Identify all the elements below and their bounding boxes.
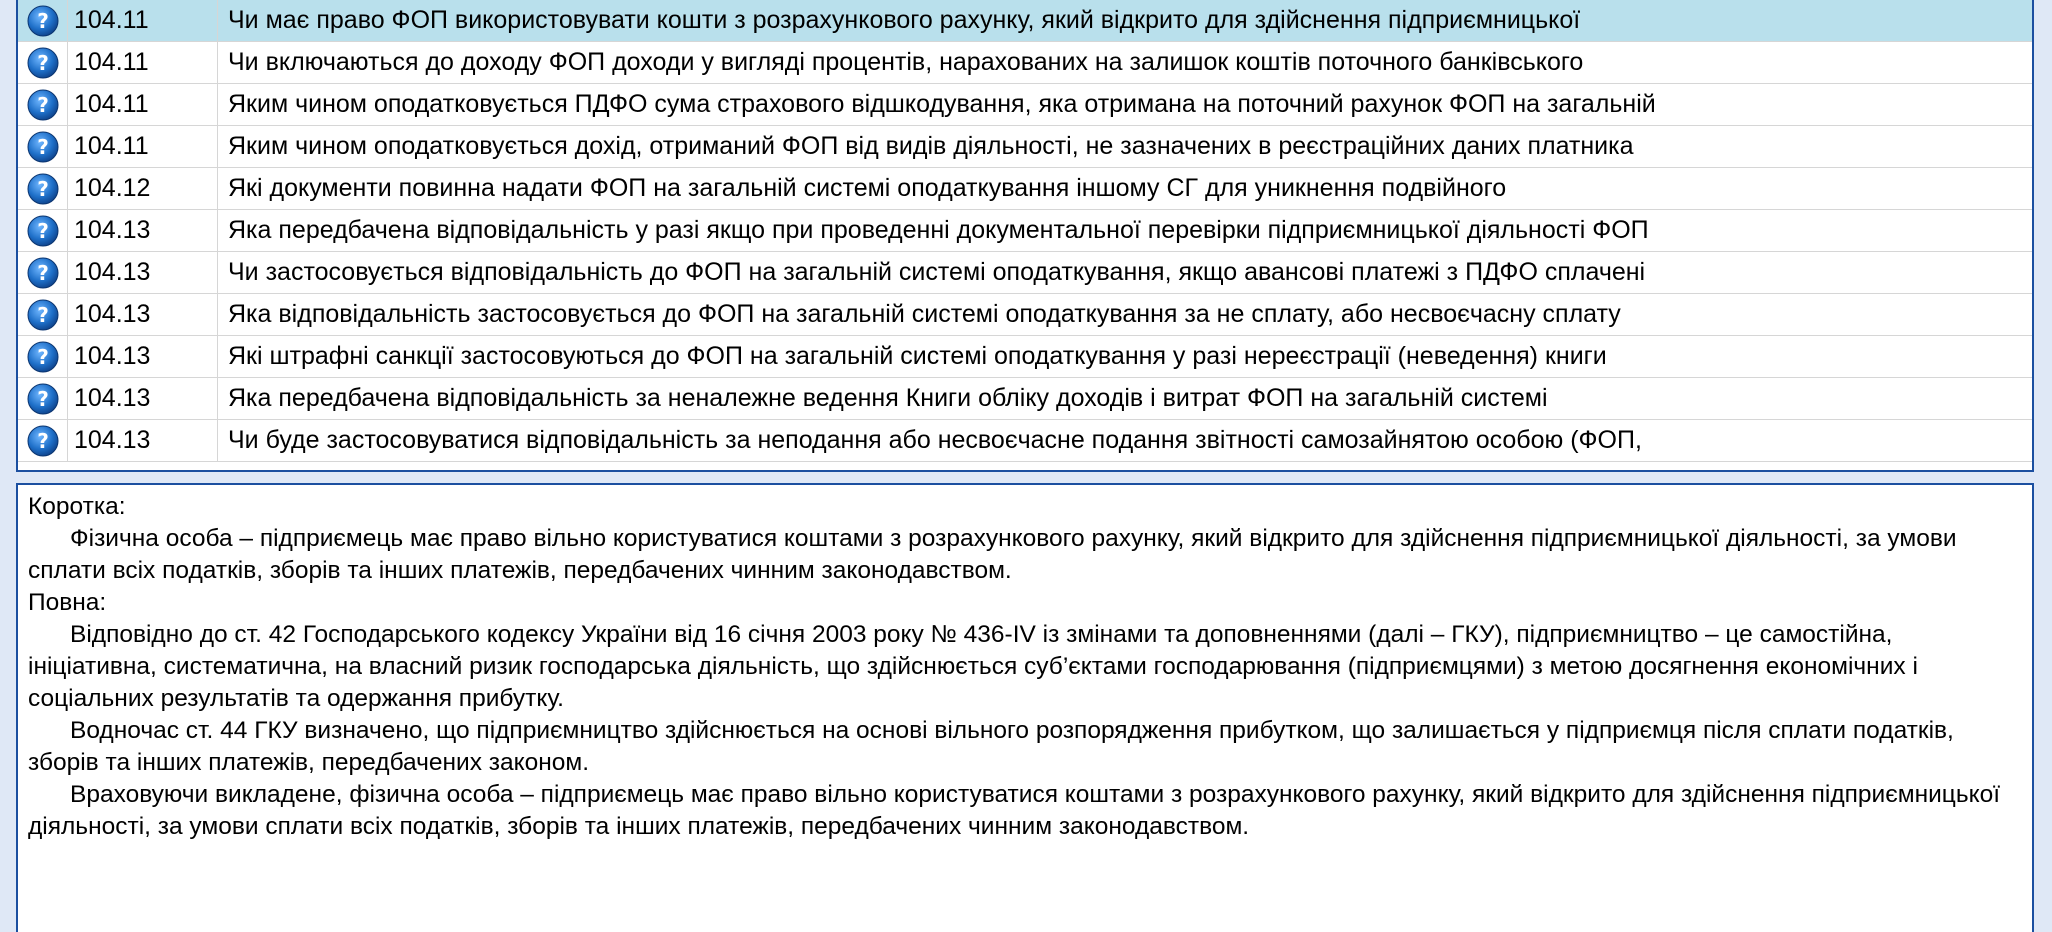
question-title: Яка передбачена відповідальність у разі якщо при проведенні документальної перевірки підприємницької діяльності ФОП bbox=[228, 216, 1649, 244]
question-code: 104.11 bbox=[68, 0, 218, 41]
question-code: 104.11 bbox=[68, 42, 218, 83]
question-list-rows bbox=[18, 0, 2032, 462]
question-list[interactable] bbox=[16, 0, 2034, 472]
question-code: 104.13 bbox=[68, 378, 218, 419]
full-answer-paragraph: Водночас ст. 44 ГКУ визначено, що підприємництво здійснюється на основі вільного розпорядження прибутком, що залишається у підприємця після сплати податків, зборів та інших платежів, передбачених законом. bbox=[28, 717, 1954, 776]
question-title: Які штрафні санкції застосовуються до ФОП на загальній системі оподаткування у разі нереєстрації (неведення) книги bbox=[228, 342, 1607, 370]
question-row[interactable] bbox=[18, 168, 2032, 210]
question-title: Які документи повинна надати ФОП на загальній системі оподаткування іншому СГ для уникнення подвійного bbox=[228, 174, 1507, 202]
svg-text:?: ? bbox=[36, 344, 49, 369]
answer-panel[interactable] bbox=[16, 483, 2034, 932]
question-title: Яким чином оподатковується дохід, отриманий ФОП від видів діяльності, не зазначених в реєстраційних даних платника bbox=[228, 132, 1634, 160]
question-title: Яка передбачена відповідальність за неналежне ведення Книги обліку доходів і витрат ФОП на загальній системі bbox=[228, 384, 1548, 412]
question-circle-icon bbox=[18, 126, 68, 167]
question-code: 104.13 bbox=[68, 336, 218, 377]
short-answer-text: Фізична особа – підприємець має право вільно користуватися коштами з розрахункового рахунку, який відкрито для здійснення підприємницької діяльності, за умови сплати всіх податків, зборів та інших платежів, передбачених чинним законодавством. bbox=[28, 525, 1957, 584]
question-title: Чи застосовується відповідальність до ФОП на загальній системі оподаткування, якщо авансові платежі з ПДФО сплачені bbox=[228, 258, 1646, 286]
question-title: Чи має право ФОП використовувати кошти з розрахункового рахунку, який відкрито для здійснення підприємницької bbox=[228, 6, 1581, 34]
question-code: 104.13 bbox=[68, 420, 218, 461]
question-circle-icon bbox=[18, 252, 68, 293]
question-row[interactable] bbox=[18, 210, 2032, 252]
question-row[interactable] bbox=[18, 420, 2032, 462]
question-row[interactable] bbox=[18, 42, 2032, 84]
question-code: 104.12 bbox=[68, 168, 218, 209]
question-circle-icon bbox=[18, 294, 68, 335]
svg-text:?: ? bbox=[36, 218, 49, 243]
question-circle-icon bbox=[18, 378, 68, 419]
svg-text:?: ? bbox=[36, 92, 49, 117]
question-code: 104.11 bbox=[68, 126, 218, 167]
question-row[interactable] bbox=[18, 378, 2032, 420]
short-answer-heading: Коротка: bbox=[28, 493, 126, 520]
question-row[interactable] bbox=[18, 294, 2032, 336]
question-title: Яка відповідальність застосовується до ФОП на загальній системі оподаткування за не сплату, або несвоєчасну сплату bbox=[228, 300, 1621, 328]
question-row[interactable] bbox=[18, 84, 2032, 126]
question-title: Чи буде застосовуватися відповідальність за неподання або несвоєчасне подання звітності самозайнятою особою (ФОП, bbox=[228, 426, 1642, 454]
question-circle-icon bbox=[18, 84, 68, 125]
question-code: 104.13 bbox=[68, 294, 218, 335]
full-answer-heading: Повна: bbox=[28, 589, 107, 616]
question-row[interactable] bbox=[18, 252, 2032, 294]
question-title: Яким чином оподатковується ПДФО сума страхового відшкодування, яка отримана на поточний рахунок ФОП на загальній bbox=[228, 90, 1656, 118]
question-circle-icon bbox=[18, 210, 68, 251]
question-circle-icon bbox=[18, 42, 68, 83]
question-row[interactable] bbox=[18, 126, 2032, 168]
question-circle-icon bbox=[18, 336, 68, 377]
question-code: 104.13 bbox=[68, 252, 218, 293]
svg-text:?: ? bbox=[36, 8, 49, 33]
svg-text:?: ? bbox=[36, 176, 49, 201]
question-row[interactable] bbox=[18, 0, 2032, 42]
svg-text:?: ? bbox=[36, 386, 49, 411]
full-answer-paragraph: Відповідно до ст. 42 Господарського кодексу України від 16 січня 2003 року № 436-IV із змінами та доповненнями (далі – ГКУ), підприємництво – це самостійна, ініціативна, систематична, на власний ризик господарська діяльність, що здійснюється суб’єктами господарювання (підприємцями) з метою досягнення економічних і соціальних результатів та одержання прибутку. bbox=[28, 621, 1918, 712]
svg-text:?: ? bbox=[36, 302, 49, 327]
question-code: 104.13 bbox=[68, 210, 218, 251]
question-title: Чи включаються до доходу ФОП доходи у вигляді процентів, нарахованих на залишок коштів поточного банківського bbox=[228, 48, 1584, 76]
svg-text:?: ? bbox=[36, 50, 49, 75]
question-code: 104.11 bbox=[68, 84, 218, 125]
question-circle-icon bbox=[18, 420, 68, 461]
full-answer-paragraph: Враховуючи викладене, фізична особа – підприємець має право вільно користуватися коштами з розрахункового рахунку, який відкрито для здійснення підприємницької діяльності, за умови сплати всіх податків, зборів та інших платежів, передбачених чинним законодавством. bbox=[28, 781, 2001, 840]
svg-text:?: ? bbox=[36, 260, 49, 285]
svg-text:?: ? bbox=[36, 134, 49, 159]
question-circle-icon bbox=[18, 168, 68, 209]
question-circle-icon bbox=[18, 0, 68, 41]
svg-text:?: ? bbox=[36, 428, 49, 453]
question-row[interactable] bbox=[18, 336, 2032, 378]
